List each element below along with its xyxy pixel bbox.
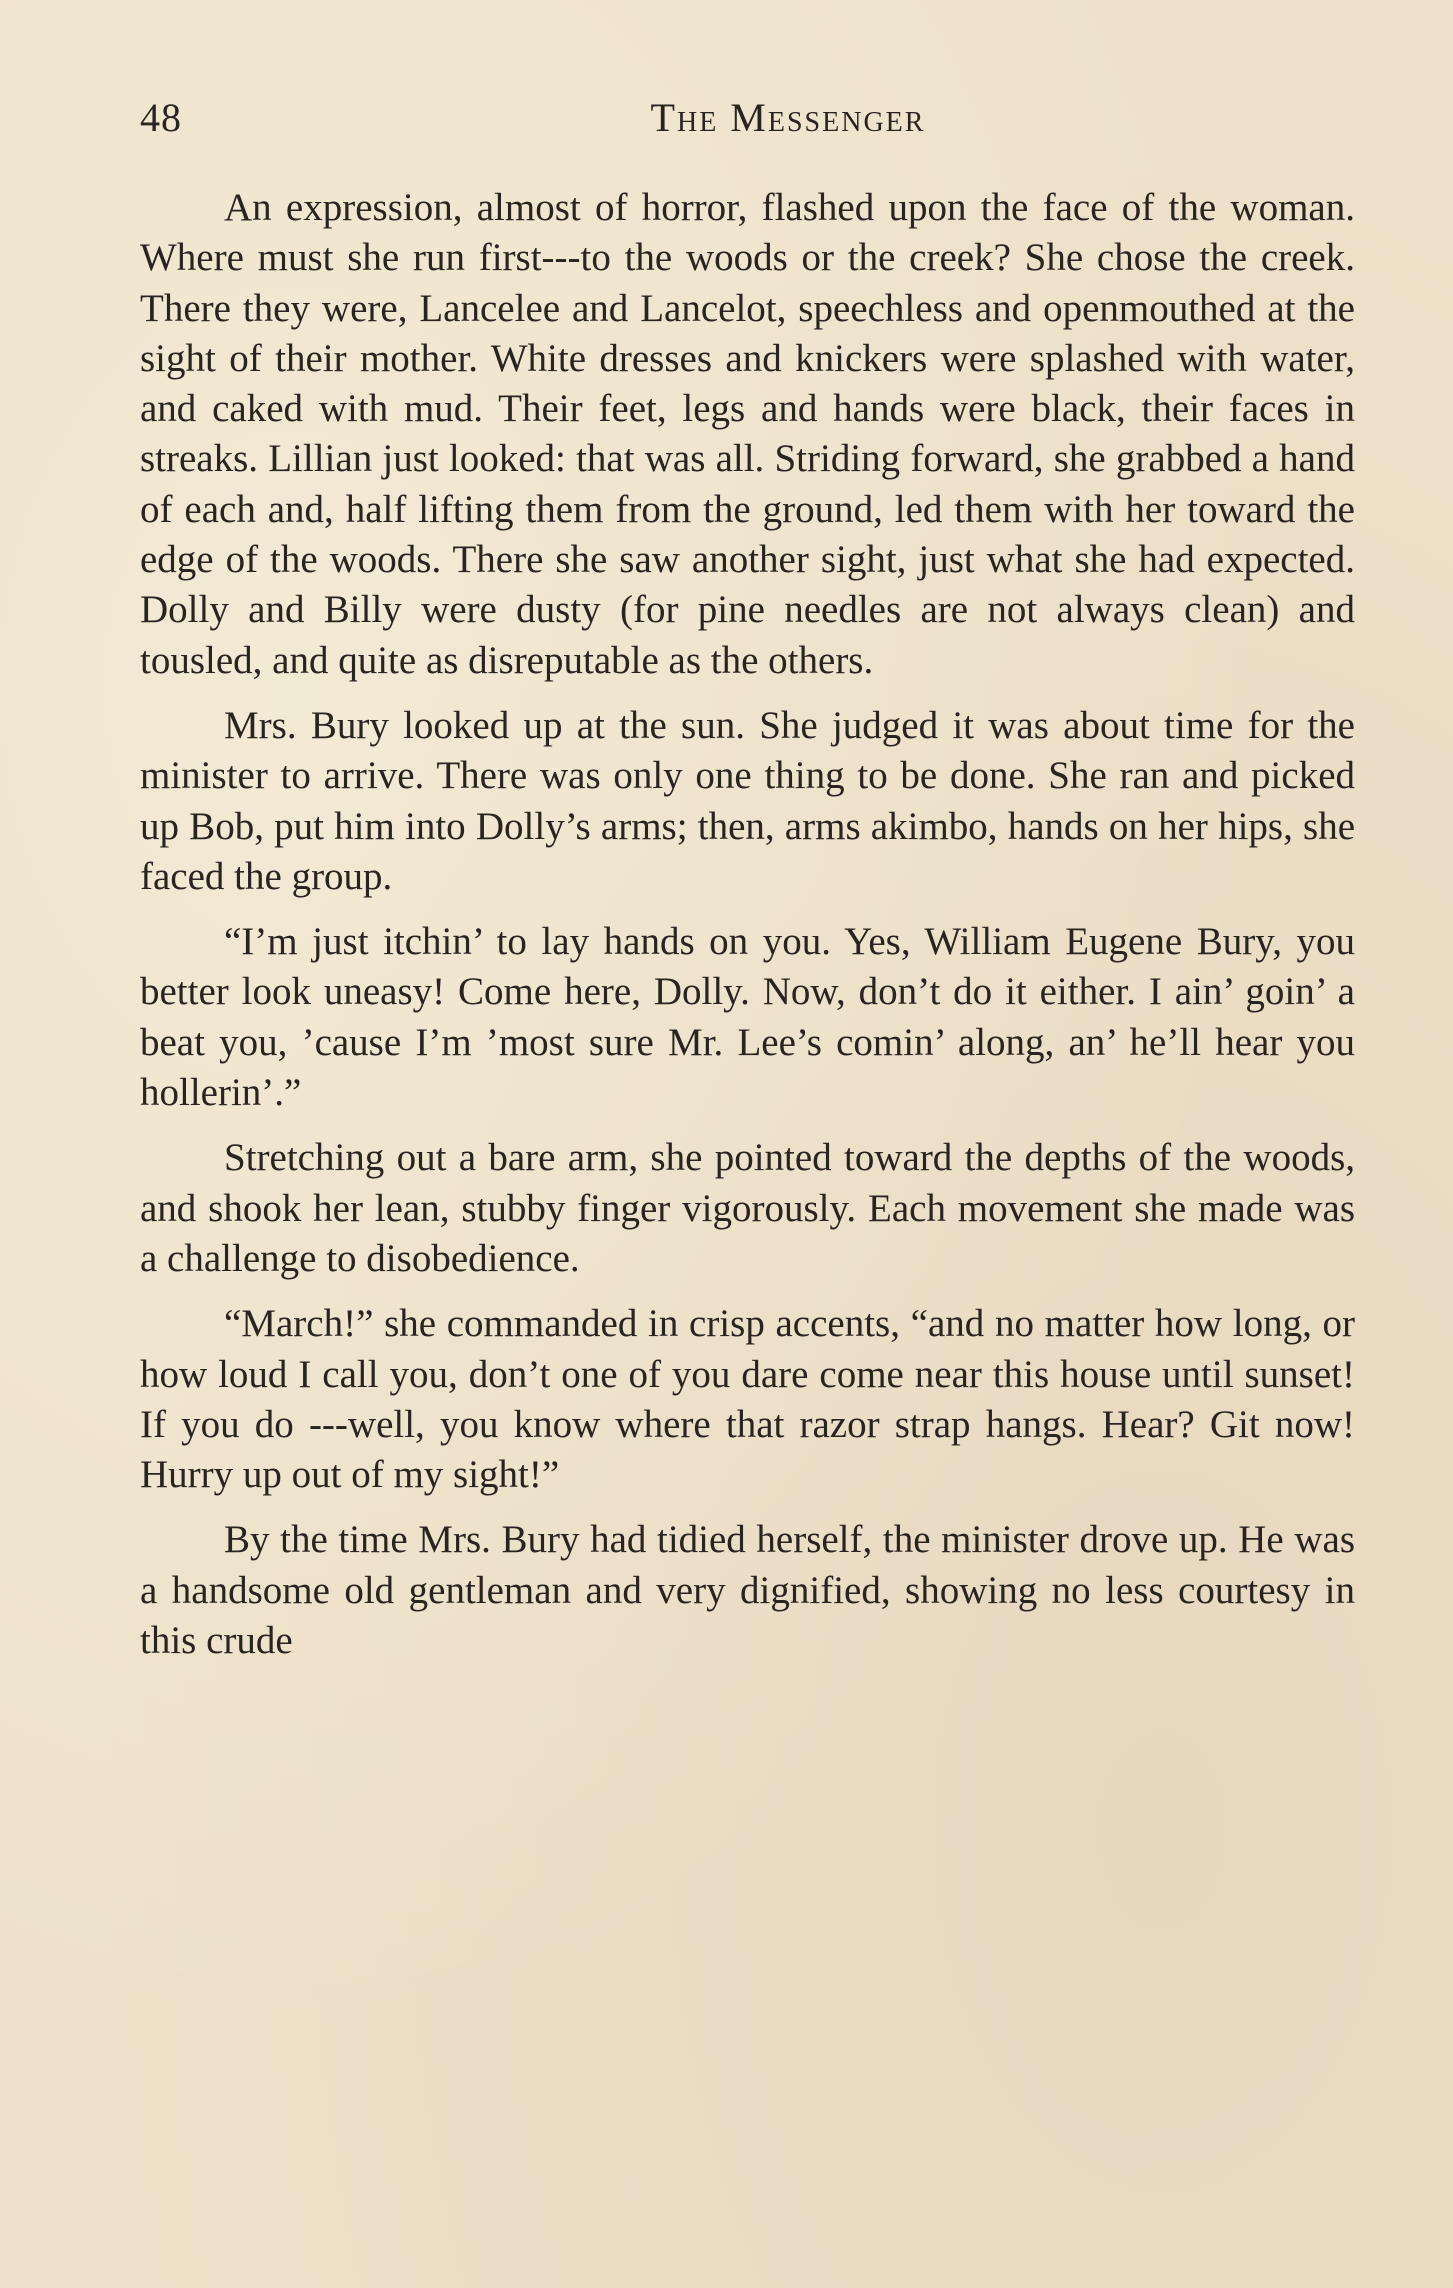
paragraph-gap <box>140 1500 1355 1515</box>
paragraph-gap <box>140 902 1355 917</box>
paragraph: An expression, almost of horror, flashed upon the face of the woman. Where must she run first---to the woods or the creek? She chose the creek. There they were, Lancelee and Lancelot, speechless and openmouthed at the sight of their mother. White dresses and knickers were splashed with water, and caked with mud. Their feet, legs and hands were black, their faces in streaks. Lillian just looked: that was all. Striding forward, she grabbed a hand of each and, half lifting them from the ground, led them with her toward the edge of the woods. There she saw another sight, just what she had expected. Dolly and Billy were dusty (for pine needles are not always clean) and tousled, and quite as disreputable as the others. <box>140 186 1355 682</box>
paragraph-gap <box>140 1118 1355 1133</box>
paragraph: “I’m just itchin’ to lay hands on you. Yes, William Eugene Bury, you better look uneasy! Come here, Dolly. Now, don’t do it either. I ain’ goin’ a beat you, ’cause I’m ’most sure Mr. Lee’s comin’ along, an’ he’ll hear you hollerin’.” <box>140 920 1355 1115</box>
body-text <box>140 183 1355 1666</box>
paragraph: “March!” she commanded in crisp accents, “and no matter how long, or how loud I call you, don’t one of you dare come near this house until sunset! If you do ---well, you know where that razor strap hangs. Hear? Git now! Hurry up out of my sight!” <box>140 1302 1355 1497</box>
page-header <box>140 88 1340 148</box>
running-head: The Messenger <box>650 95 926 140</box>
paragraph-gap <box>140 1284 1355 1299</box>
paragraph-gap <box>140 686 1355 701</box>
paragraph: Stretching out a bare arm, she pointed toward the depths of the woods, and shook her lean, stubby finger vigorously. Each movement she made was a challenge to disobedience. <box>140 1136 1355 1280</box>
page-number: 48 <box>140 95 182 140</box>
paragraph: By the time Mrs. Bury had tidied herself, the minister drove up. He was a handsome old gentleman and very dignified, showing no less courtesy in this crude <box>140 1518 1355 1663</box>
paragraph: Mrs. Bury looked up at the sun. She judged it was about time for the minister to arrive. There was only one thing to be done. She ran and picked up Bob, put him into Dolly’s arms; then, arms akimbo, hands on her hips, she faced the group. <box>140 703 1355 898</box>
